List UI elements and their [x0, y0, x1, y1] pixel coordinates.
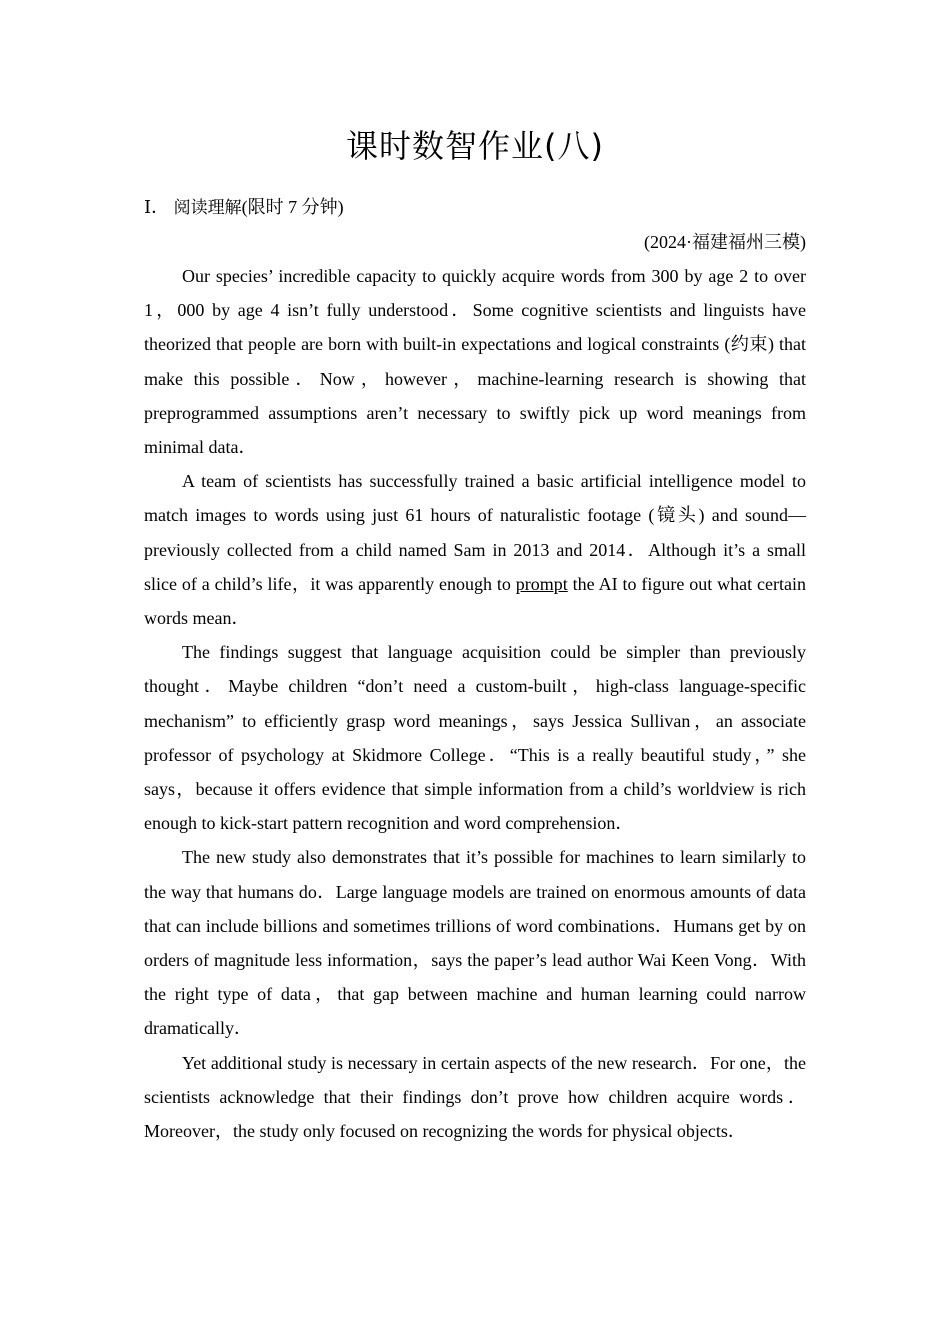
underlined-word-prompt: prompt	[515, 573, 568, 594]
paragraph-2-before: A team of scientists has successfully trained a basic artificial intelligence model to match images to words using just 61 hours of naturalistic footage (镜头) and sound—previously collected from a child named Sam in 2013 and 2014．Although it’s a small slice of a child’s life，it was apparently enough to	[144, 471, 806, 594]
paragraph-1: Our species’ incredible capacity to quickly acquire words from 300 by age 2 to over 1，000 by age 4 isn’t fully understood．Some cognitive scientists and linguists have theorized that people are born with built-in expectations and logical constraints (约束) that make this possible．Now，however，machine-learning research is showing that preprogrammed assumptions aren’t necessary to swiftly pick up word meanings from minimal data．	[144, 266, 806, 458]
paragraph-4: The new study also demonstrates that it’s possible for machines to learn similarly to the way that humans do．Large language models are trained on enormous amounts of data that can include billions and sometimes trillions of word combinations．Humans get by on orders of magnitude less information，says the paper’s lead author Wai Keen Vong．With the right type of data，that gap between machine and human learning could narrow dramatically．	[144, 847, 806, 1039]
paragraph-3: The findings suggest that language acquisition could be simpler than previously thought．Maybe children “don’t need a custom-built，high-class language-specific mechanism” to efficiently grasp word meanings，says Jessica Sullivan，an associate professor of psychology at Skidmore College．“This is a really beautiful study，” she says，because it offers evidence that simple information from a child’s worldview is rich enough to kick-start pattern recognition and word comprehension．	[144, 642, 806, 834]
section-label: 阅读理解	[173, 198, 242, 218]
document-page	[144, 118, 806, 1148]
paragraph-5: Yet additional study is necessary in certain aspects of the new research．For one，the scientists acknowledge that their findings don’t prove how children acquire words．Moreover，the study only focused on recognizing the words for physical objects．	[144, 1052, 806, 1142]
page-title: 课时数智作业(八)	[346, 127, 604, 165]
section-numeral: Ⅰ．	[144, 197, 170, 217]
paragraph-2-after: the AI to figure out what certain words mean．	[144, 573, 806, 629]
source-citation: (2024·福建福州三模)	[644, 232, 806, 252]
paragraph-2	[144, 464, 806, 635]
section-heading	[144, 190, 806, 225]
section-note: (限时 7 分钟)	[241, 197, 344, 217]
